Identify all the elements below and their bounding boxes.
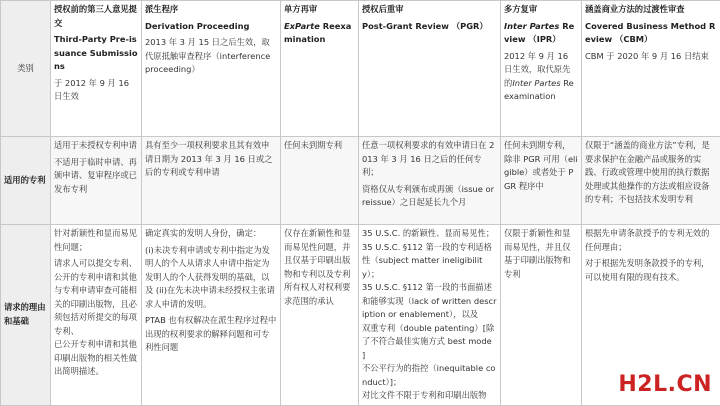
column-title-en-rest: Review （IPR） xyxy=(504,21,574,45)
column-header-ex-parte xyxy=(281,1,359,137)
cell-basis-pgr xyxy=(359,225,501,406)
column-note-b: Reexamination xyxy=(504,78,574,102)
cell-applicable-cbm xyxy=(582,137,720,225)
column-title-en xyxy=(504,20,578,47)
column-title-en: Third-Party Pre-issuance Submissions xyxy=(54,33,138,74)
header-row xyxy=(1,1,720,137)
cell-applicable-third-party xyxy=(51,137,142,225)
cell-paragraph: 具有至少一项权利要求且其有效申请日期为 2013 年 3 月 16 日或之后的专利或专利申请 xyxy=(145,139,277,180)
column-title-en-rest: Reexamination xyxy=(284,21,351,45)
cell-paragraph: 任何未到期专利 xyxy=(284,139,355,153)
request-basis-row xyxy=(1,225,720,406)
column-title-en xyxy=(284,20,355,47)
column-note-a: 2012 年 9 月 16 日生效，取代原先的 xyxy=(504,51,570,88)
cell-paragraph: 35 U.S.C. 的新颖性、显而易见性； xyxy=(362,227,497,241)
cell-basis-ipr xyxy=(501,225,582,406)
column-header-third-party xyxy=(51,1,142,137)
column-title-en-italic: Inter Partes xyxy=(504,21,559,31)
column-note: CBM 于 2020 年 9 月 16 日结束 xyxy=(585,50,717,64)
cell-paragraph: 双重专利（double patenting）[除了不符合最佳实施方式 best mode ] xyxy=(362,322,497,363)
column-header-ipr xyxy=(501,1,582,137)
column-header-cbm xyxy=(582,1,720,137)
column-title-en: Derivation Proceeding xyxy=(145,20,277,34)
column-note: 2013 年 3 月 15 日之后生效，取代原抵触审查程序（interference proceeding） xyxy=(145,36,277,77)
column-header-pgr xyxy=(359,1,501,137)
cell-applicable-pgr xyxy=(359,137,501,225)
column-title-zh: 涵盖商业方法的过渡性审查 xyxy=(585,3,717,17)
cell-paragraph: 请求人可以提交专利、公开的专利申请和其他与专利申请审查可能相关的印刷出版物，且必须包括对所提交的每项专利、 xyxy=(54,257,138,338)
cell-paragraph: 资格仅从专利颁布或再颁（issue or reissue）之日起延长九个月 xyxy=(362,183,497,210)
cell-basis-third-party xyxy=(51,225,142,406)
column-title-zh: 授权前的第三人意见提交 xyxy=(54,3,138,30)
cell-paragraph: 仅存在新颖性和显而易见性问题，并且仅基于印刷出版物和专利以及专利所有权人对权利要求范围的承认 xyxy=(284,227,355,308)
row-label-basis: 请求的理由和基础 xyxy=(1,225,51,406)
cell-paragraph: 针对新颖性和显而易见性问题； xyxy=(54,227,138,254)
cell-paragraph: 适用于未授权专利申请 xyxy=(54,139,138,153)
cell-paragraph: 不适用于临时申请、再颁申请、复审程序或已发布专利 xyxy=(54,156,138,197)
site-watermark: H2L.CN xyxy=(618,372,712,397)
column-header-derivation xyxy=(142,1,281,137)
cell-basis-derivation xyxy=(142,225,281,406)
column-title-zh: 多方复审 xyxy=(504,3,578,17)
column-title-zh: 派生程序 xyxy=(145,3,277,17)
cell-paragraph: 对于根据先发明条款授予的专利，可以使用有限的现有技术。 xyxy=(585,257,717,284)
column-title-zh: 单方再审 xyxy=(284,3,355,17)
cell-paragraph: 已公开专利申请和其他印刷出版物的相关性做出简明描述。 xyxy=(54,338,138,379)
row-label-category: 类别 xyxy=(1,1,51,137)
cell-applicable-ipr xyxy=(501,137,582,225)
column-title-en-italic: ExParte xyxy=(284,21,320,31)
cell-paragraph: PTAB 也有权解决在派生程序过程中出现的权利要求的解释问题和可专利性问题 xyxy=(145,314,277,355)
cell-paragraph: 任意一项权利要求的有效申请日在 2013 年 3 月 16 日之后的任何专利； xyxy=(362,139,497,180)
cell-paragraph: 根据先申请条款授予的专利无效的任何理由； xyxy=(585,227,717,254)
cell-paragraph: 仅限于新颖性和显而易见性，并且仅基于印刷出版物和专利 xyxy=(504,227,578,281)
cell-applicable-derivation xyxy=(142,137,281,225)
column-title-en: Post-Grant Review （PGR） xyxy=(362,20,497,34)
cell-paragraph: (i)未决专利申请或专利中指定为发明人的个人从请求人申请中指定为发明人的个人获得发明的基础，以及 (ii)在先未决申请未经授权主张请求人申请的发明。 xyxy=(145,244,277,312)
cell-applicable-ex-parte xyxy=(281,137,359,225)
column-note xyxy=(504,50,578,104)
cell-paragraph: 35 U.S.C. §112 第一段的专利适格性（subject matter ineligibility）； xyxy=(362,241,497,282)
column-title-zh: 授权后重审 xyxy=(362,3,497,17)
cell-basis-ex-parte xyxy=(281,225,359,406)
cell-paragraph: 不公平行为的指控（inequitable conduct）]； xyxy=(362,362,497,389)
row-label-applicable: 适用的专利 xyxy=(1,137,51,225)
cell-paragraph: 任何未到期专利，除非 PGR 可用（eligible）或者处于 PGR 程序中 xyxy=(504,139,578,193)
cell-paragraph: 35 U.S.C. §112 第一段的书面描述和能够实现（lack of written description or enablement），以及 xyxy=(362,281,497,322)
column-title-en: Covered Business Method Review （CBM） xyxy=(585,20,717,47)
cell-paragraph: 确定真实的发明人身份，确定： xyxy=(145,227,277,241)
cell-paragraph: 对比文件不限于专利和印刷出版物 xyxy=(362,389,497,403)
applicable-patents-row xyxy=(1,137,720,225)
column-note-italic: Inter Partes xyxy=(512,78,560,88)
cell-paragraph: 仅限于“涵盖的商业方法”专利，是要求保护在金融产品或服务的实践、行政或管理中使用的执行数据处理或其他操作的方法或相应设备的专利；不包括技术发明专利 xyxy=(585,139,717,207)
column-note: 于 2012 年 9 月 16 日生效 xyxy=(54,77,138,104)
